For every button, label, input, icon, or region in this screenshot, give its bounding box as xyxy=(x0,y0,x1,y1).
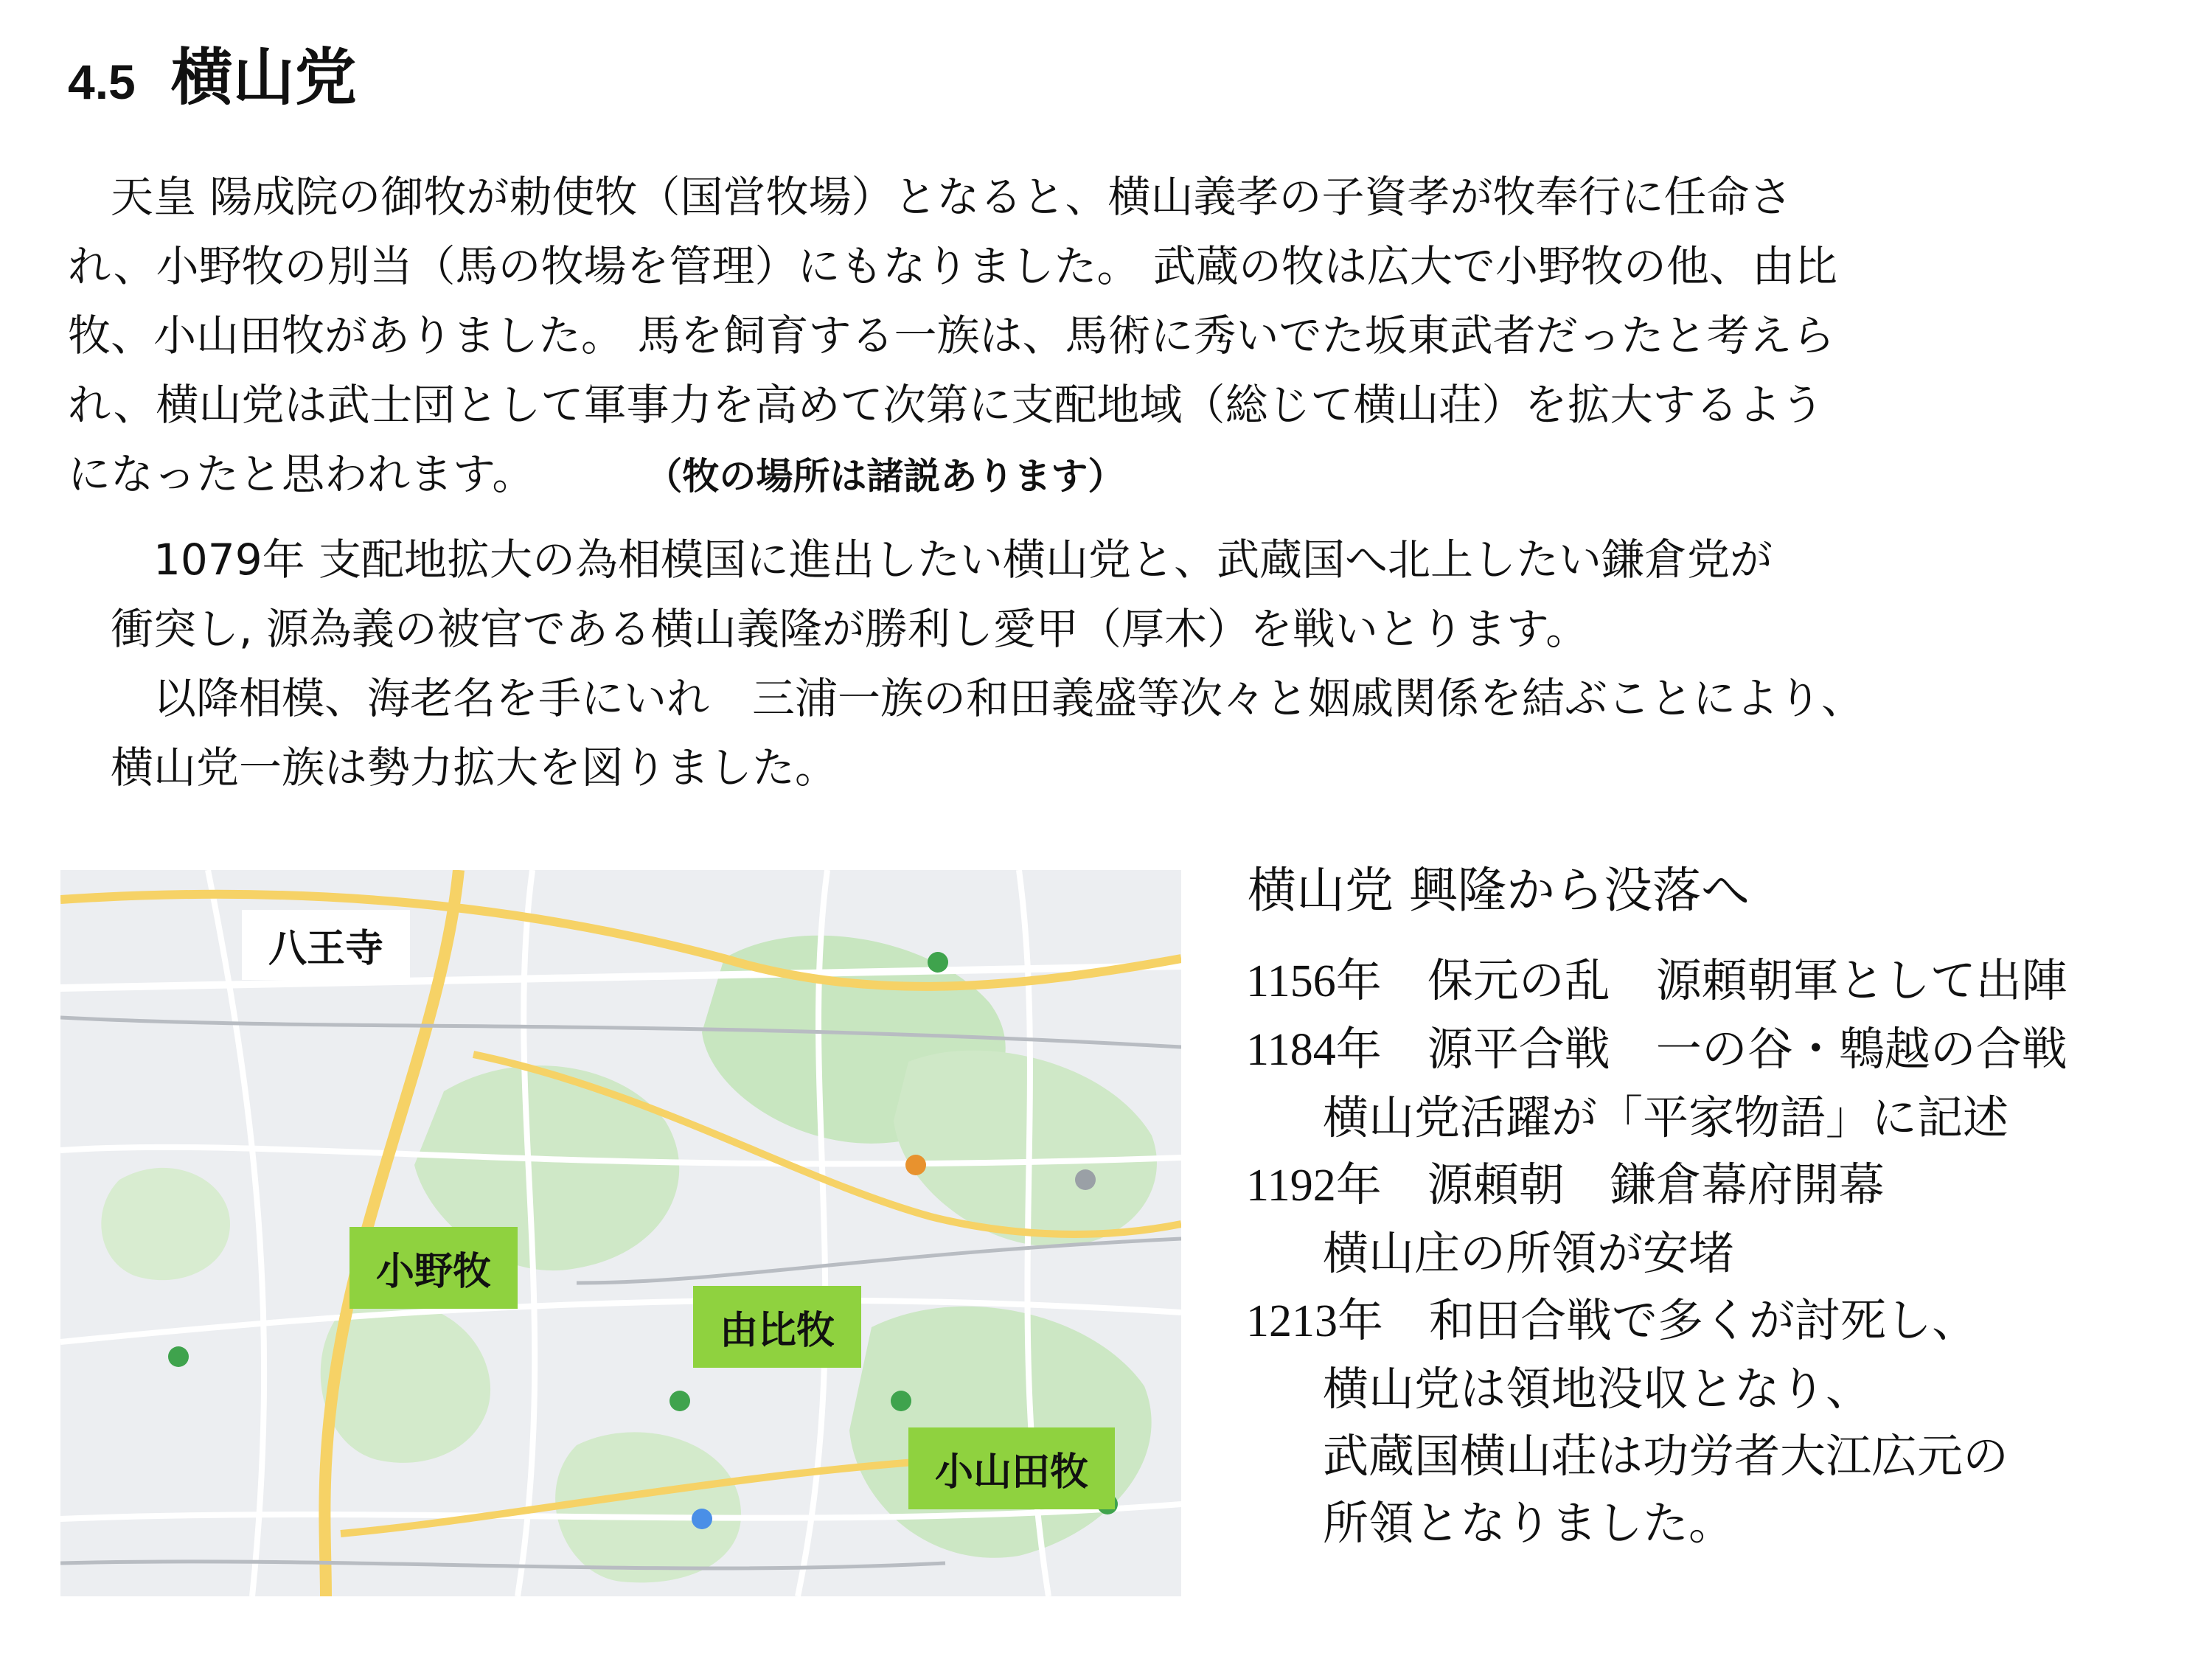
timeline-year: 1213年 xyxy=(1246,1296,1384,1346)
timeline-text: 横山庄の所領が安堵 xyxy=(1323,1226,1735,1280)
timeline-text: 源頼朝 鎌倉幕府開幕 xyxy=(1427,1158,1885,1211)
paragraph-line: 1079年 支配地拡大の為相模国に進出したい横山党と、武蔵国へ北上したい鎌倉党が xyxy=(68,535,1773,585)
paragraph-line: 以降相模、海老名を手にいれ 三浦一族の和田義盛等次々と姻戚関係を結ぶことにより、 xyxy=(68,673,1865,723)
timeline-entry xyxy=(1246,1355,2067,1422)
paragraph-line-text: になったと思われます。 xyxy=(68,449,535,499)
timeline-entry xyxy=(1246,947,2067,1015)
timeline-text: 源平合戦 一の谷・鵯越の合戦 xyxy=(1427,1022,2067,1076)
paragraph-line: 牧、小山田牧がありました。 馬を飼育する一族は、馬術に秀いでた坂東武者だったと考えら xyxy=(68,310,1835,361)
paragraph-1 xyxy=(68,162,1837,511)
timeline-year: 1192年 xyxy=(1246,1161,1382,1211)
timeline-entry xyxy=(1246,1422,2067,1489)
timeline-entry xyxy=(1246,1220,2067,1287)
section-heading xyxy=(68,28,357,117)
timeline-text: 武蔵国横山荘は功労者大江広元の xyxy=(1323,1429,2009,1483)
timeline-year: 1184年 xyxy=(1246,1025,1382,1075)
paragraph-line: れ、小野牧の別当（馬の牧場を管理）にもなりました。 武蔵の牧は広大で小野牧の他、由比 xyxy=(68,241,1837,291)
section-title: 横山党 xyxy=(170,41,357,114)
timeline-entry xyxy=(1246,1489,2067,1557)
timeline xyxy=(1246,855,2067,1557)
area-map xyxy=(60,870,1181,1596)
map-label-koyamada-pasture: 小山田牧 xyxy=(908,1427,1115,1509)
timeline-entry xyxy=(1246,1015,2067,1084)
paragraph-line: 天皇 陽成院の御牧が勅使牧（国営牧場）となると、横山義孝の子資孝が牧奉行に任命さ xyxy=(68,172,1792,222)
timeline-text: 所領となりました。 xyxy=(1323,1496,1735,1550)
timeline-text: 横山党は領地没収となり、 xyxy=(1323,1362,1872,1416)
timeline-entry xyxy=(1246,1151,2067,1220)
map-label-hachioji: 八王寺 xyxy=(242,910,410,980)
paragraph-line: 衝突し, 源為義の被官である横山義隆が勝利し愛甲（厚木）を戦いとります。 xyxy=(68,604,1589,654)
timeline-text: 保元の乱 源頼朝軍として出陣 xyxy=(1427,953,2067,1007)
section-number: 4.5 xyxy=(68,55,136,109)
map-label-ono-pasture: 小野牧 xyxy=(349,1227,518,1309)
timeline-year: 1156年 xyxy=(1246,956,1382,1006)
location-note: （牧の場所は諸説あります） xyxy=(645,455,1125,498)
map-label-yui-pasture: 由比牧 xyxy=(693,1286,861,1368)
timeline-entry xyxy=(1246,1287,2067,1355)
timeline-text: 横山党活躍が「平家物語」に記述 xyxy=(1323,1091,2009,1144)
timeline-entry xyxy=(1246,1084,2067,1151)
timeline-text: 和田合戦で多くが討死し、 xyxy=(1429,1293,1978,1347)
paragraph-2 xyxy=(68,525,1864,802)
paragraph-line-last xyxy=(68,439,1837,511)
paragraph-line: 横山党一族は勢力拡大を図りました。 xyxy=(68,742,838,793)
timeline-title: 横山党 興隆から没落へ xyxy=(1248,862,1750,919)
paragraph-line: れ、横山党は武士団として軍事力を高めて次第に支配地域（総じて横山荘）を拡大するよう xyxy=(68,380,1824,430)
